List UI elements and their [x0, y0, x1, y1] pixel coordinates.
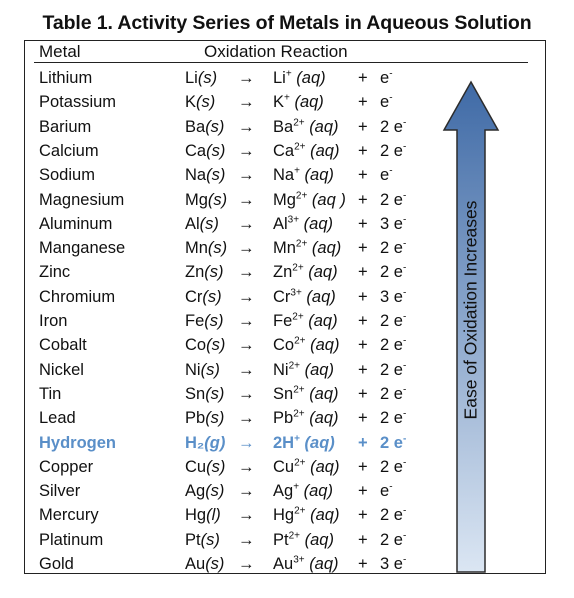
product-ion [273, 382, 339, 406]
electron-charge: - [402, 384, 407, 396]
reactant [185, 552, 224, 576]
plus-sign: + [358, 287, 368, 306]
reactant-symbol: Cr [185, 287, 203, 306]
electron-count: e [380, 482, 390, 501]
reactant-symbol: Ca [185, 141, 207, 160]
ion-charge: 3+ [287, 214, 300, 226]
electron-count: 2 e [380, 360, 403, 379]
table-row [0, 431, 440, 455]
metal-name: Aluminum [39, 214, 113, 233]
plus-sign: + [358, 555, 368, 573]
metal-name: Silver [39, 482, 81, 501]
electron-count: 3 e [380, 214, 403, 233]
reactant [185, 382, 224, 406]
ion-state: (aq) [296, 69, 326, 87]
reactant-symbol: Sn [185, 384, 206, 403]
ion-charge: 2+ [292, 311, 304, 323]
electrons [380, 358, 406, 382]
electron-count: 2 e [380, 384, 403, 403]
electron-charge: - [402, 190, 407, 201]
ion-symbol: Zn [273, 263, 293, 282]
plus-sign: + [358, 239, 368, 258]
ion-charge: 2+ [293, 117, 305, 129]
reactant-symbol: Na [185, 166, 207, 185]
reactant-state: (s) [206, 457, 226, 476]
electron-count: 2 e [380, 409, 403, 428]
electron-count: 2 e [380, 530, 403, 549]
ion-state: (aq) [310, 457, 340, 476]
reactant-symbol: Ni [185, 360, 201, 379]
product-ion [273, 333, 339, 357]
ion-state: (aq) [309, 384, 339, 403]
table-row [0, 309, 440, 333]
ion-charge: + [293, 481, 300, 493]
table-row [0, 90, 440, 114]
ion-state: (aq) [310, 506, 340, 525]
metal-name: Nickel [39, 360, 84, 379]
product-ion [273, 90, 324, 114]
reactant-state: (g) [204, 433, 226, 452]
product-ion [273, 188, 346, 212]
ion-symbol: Fe [273, 312, 293, 330]
table-row [0, 260, 440, 284]
electrons [380, 212, 406, 236]
ion-symbol: K [273, 93, 285, 112]
ion-symbol: Ca [273, 141, 295, 160]
reactant-state: (s) [205, 555, 225, 573]
electrons [380, 503, 406, 527]
reactant-state: (s) [205, 117, 225, 136]
reactant [185, 479, 224, 503]
table-row [0, 188, 440, 212]
header-oxidation-reaction: Oxidation Reaction [204, 42, 348, 61]
table-row [0, 358, 440, 382]
electron-charge: - [402, 433, 407, 444]
reaction-arrow: → [238, 287, 255, 306]
ion-charge: 2+ [294, 141, 306, 153]
ion-state: (aq) [303, 214, 334, 233]
product-ion [273, 260, 338, 284]
product-ion [273, 285, 336, 309]
ion-state: (aq) [308, 312, 338, 330]
reactant [185, 528, 220, 552]
reactant [185, 236, 227, 260]
reactant-symbol: K [185, 93, 197, 112]
reactant [185, 431, 225, 455]
product-ion [273, 212, 333, 236]
ion-charge: 2+ [293, 408, 305, 420]
electrons [380, 455, 406, 479]
product-ion [273, 163, 334, 187]
plus-sign: + [358, 506, 368, 525]
metal-name: Lead [39, 409, 76, 428]
electron-count: 2 e [380, 117, 403, 136]
reaction-arrow: → [238, 555, 255, 573]
ion-charge: + [294, 165, 300, 177]
reactant [185, 260, 224, 284]
product-ion [273, 236, 341, 260]
reactant-state: (s) [200, 360, 220, 379]
table-row [0, 333, 440, 357]
electron-charge: - [402, 360, 407, 372]
reactant-symbol: Au [185, 555, 206, 573]
ion-symbol: Co [273, 336, 295, 355]
ion-charge: 2+ [288, 530, 300, 542]
electron-charge: - [402, 505, 407, 517]
ion-symbol: Sn [273, 384, 294, 403]
plus-sign: + [358, 336, 368, 355]
product-ion [273, 503, 339, 527]
reactant [185, 358, 220, 382]
plus-sign: + [358, 530, 368, 549]
reactant-symbol: Pt [185, 530, 201, 549]
metal-name: Lithium [39, 69, 93, 87]
reaction-arrow: → [238, 263, 255, 282]
electron-count: 2 e [380, 457, 403, 476]
reaction-arrow: → [238, 530, 255, 549]
reactant-state: (s) [207, 190, 228, 209]
ion-state: (aq) [294, 93, 324, 112]
plus-sign: + [358, 457, 368, 476]
reaction-arrow: → [238, 482, 255, 501]
metal-name: Tin [39, 384, 62, 403]
reactant-symbol: H₂ [185, 433, 205, 452]
reaction-arrow: → [238, 336, 255, 355]
electrons [380, 309, 406, 333]
reactant-symbol: Co [185, 336, 207, 355]
electron-count: 3 e [380, 555, 403, 573]
table-row [0, 285, 440, 309]
reactant [185, 503, 221, 527]
table-row [0, 236, 440, 260]
reactant-state: (l) [206, 506, 221, 525]
reactant [185, 66, 217, 90]
electron-count: e [380, 93, 390, 112]
table-row [0, 115, 440, 139]
table-row [0, 503, 440, 527]
plus-sign: + [358, 117, 368, 136]
electron-count: 3 e [380, 287, 403, 306]
plus-sign: + [358, 166, 368, 185]
metal-name: Platinum [39, 530, 104, 549]
plus-sign: + [358, 93, 368, 112]
ion-state: (aq) [303, 482, 333, 501]
reactant [185, 139, 225, 163]
electrons [380, 115, 406, 139]
ion-state: (aq) [304, 530, 334, 549]
ion-charge: 2+ [294, 457, 306, 469]
electrons [380, 139, 406, 163]
electron-charge: - [402, 214, 407, 226]
electrons [380, 382, 406, 406]
reactant-state: (s) [205, 409, 225, 428]
reaction-arrow: → [238, 141, 255, 160]
electron-charge: - [402, 262, 407, 274]
metal-name: Copper [39, 457, 94, 476]
electron-charge: - [389, 92, 393, 104]
metal-name: Calcium [39, 141, 99, 160]
electron-charge: - [402, 238, 407, 250]
electrons [380, 406, 406, 430]
product-ion [273, 431, 335, 455]
ion-charge: 3+ [290, 287, 302, 299]
plus-sign: + [358, 360, 368, 379]
plus-sign: + [358, 69, 368, 87]
plus-sign: + [358, 312, 368, 330]
reaction-arrow: → [238, 214, 255, 233]
reaction-arrow: → [238, 69, 255, 87]
electrons [380, 163, 393, 187]
reactant-state: (s) [196, 93, 216, 112]
reactant [185, 455, 225, 479]
metal-name: Sodium [39, 166, 95, 185]
electron-count: 2 e [380, 506, 403, 525]
product-ion [273, 455, 339, 479]
header-underline [34, 62, 528, 63]
reactant-state: (s) [206, 141, 226, 160]
electron-charge: - [402, 117, 407, 129]
plus-sign: + [358, 214, 368, 233]
plus-sign: + [358, 141, 368, 160]
reactant-state: (s) [202, 287, 222, 306]
ion-symbol: Mn [273, 239, 296, 258]
plus-sign: + [358, 409, 368, 428]
ion-symbol: Au [273, 555, 294, 573]
header-metal: Metal [39, 42, 81, 61]
product-ion [273, 358, 334, 382]
metal-name: Manganese [39, 239, 126, 258]
ion-symbol: Ag [273, 482, 294, 501]
metal-name: Chromium [39, 287, 116, 306]
electrons [380, 431, 406, 455]
electron-charge: - [402, 530, 407, 542]
table-row [0, 163, 440, 187]
ion-charge: + [285, 68, 292, 80]
table-title: Table 1. Activity Series of Metals in Aqueous Solution [42, 12, 532, 34]
reactant-symbol: Fe [185, 312, 205, 330]
ion-symbol: Hg [273, 506, 295, 525]
table-row [0, 139, 440, 163]
reaction-arrow: → [238, 506, 255, 525]
ion-charge: + [284, 92, 290, 104]
electrons [380, 285, 406, 309]
ion-state: (aq) [304, 166, 334, 185]
electron-count: 2 e [380, 433, 403, 452]
table-row [0, 455, 440, 479]
reactant [185, 115, 224, 139]
reaction-arrow: → [238, 360, 255, 379]
electron-charge: - [389, 481, 393, 493]
arrow-label: Ease of Oxidation Increases [460, 200, 481, 420]
electron-charge: - [389, 68, 393, 80]
reactant-symbol: Mn [185, 239, 208, 258]
reaction-arrow: → [238, 384, 255, 403]
ion-state: (aq ) [311, 190, 346, 209]
ion-symbol: Na [273, 166, 295, 185]
table-row [0, 406, 440, 430]
reaction-arrow: → [238, 93, 255, 112]
product-ion [273, 115, 339, 139]
ion-state: (aq) [304, 433, 335, 452]
product-ion [273, 479, 333, 503]
table-row [0, 528, 440, 552]
ion-charge: 2+ [288, 360, 300, 372]
ion-state: (aq) [309, 409, 339, 428]
reactant-state: (s) [206, 336, 226, 355]
product-ion [273, 406, 339, 430]
plus-sign: + [358, 482, 368, 501]
ion-symbol: Cr [273, 287, 291, 306]
electron-charge: - [402, 335, 407, 347]
electron-charge: - [389, 165, 393, 177]
electron-charge: - [402, 141, 407, 153]
electrons [380, 333, 406, 357]
reactant-state: (s) [197, 69, 218, 87]
reactant [185, 285, 222, 309]
reactant [185, 212, 219, 236]
electrons [380, 66, 393, 90]
reactant-symbol: Mg [185, 190, 208, 209]
ion-charge: 3+ [293, 554, 305, 566]
reactant-symbol: Ag [185, 482, 206, 501]
table-row [0, 382, 440, 406]
electron-count: 2 e [380, 190, 403, 209]
metal-name: Barium [39, 117, 92, 136]
electrons [380, 260, 406, 284]
reactant-state: (s) [204, 312, 224, 330]
plus-sign: + [358, 433, 368, 452]
ion-symbol: Mg [273, 190, 296, 209]
electron-charge: - [402, 311, 407, 323]
reactant [185, 188, 227, 212]
reactant-symbol: Li [185, 69, 198, 87]
reaction-arrow: → [238, 166, 255, 185]
ion-charge: 2+ [295, 238, 308, 250]
electron-count: 2 e [380, 141, 403, 160]
ion-symbol: Cu [273, 457, 295, 476]
ion-charge: 2+ [294, 335, 306, 347]
ion-charge: 2+ [292, 262, 304, 274]
ion-symbol: Ni [273, 360, 289, 379]
reactant-symbol: Hg [185, 506, 207, 525]
ion-symbol: Li [273, 69, 286, 87]
reactant-symbol: Pb [185, 409, 206, 428]
metal-name: Hydrogen [39, 433, 117, 452]
reactant-state: (s) [199, 214, 219, 233]
table-row [0, 212, 440, 236]
metal-name: Potassium [39, 93, 117, 112]
reactant-state: (s) [205, 482, 225, 501]
electron-count: 2 e [380, 263, 403, 282]
reaction-arrow: → [238, 409, 255, 428]
metal-name: Iron [39, 312, 68, 330]
ion-state: (aq) [310, 336, 340, 355]
metal-name: Cobalt [39, 336, 87, 355]
ion-charge: 2+ [295, 190, 308, 201]
electron-count: e [380, 166, 390, 185]
reactant [185, 333, 225, 357]
plus-sign: + [358, 384, 368, 403]
metal-name: Mercury [39, 506, 99, 525]
electrons [380, 90, 393, 114]
reaction-arrow: → [238, 117, 255, 136]
reactant [185, 90, 215, 114]
table-row [0, 552, 440, 576]
ion-state: (aq) [308, 263, 338, 282]
reaction-arrow: → [238, 190, 255, 209]
ion-state: (aq) [311, 239, 342, 258]
electrons [380, 552, 406, 576]
table-row [0, 66, 440, 90]
electron-charge: - [402, 554, 407, 566]
reactant-state: (s) [207, 239, 228, 258]
reactant-state: (s) [205, 384, 225, 403]
reactant-symbol: Ba [185, 117, 206, 136]
electron-count: 2 e [380, 239, 403, 258]
ion-charge: + [294, 433, 300, 444]
electrons [380, 236, 406, 260]
reactant [185, 406, 224, 430]
ion-state: (aq) [310, 141, 340, 160]
electron-count: 2 e [380, 312, 403, 330]
plus-sign: + [358, 263, 368, 282]
reaction-arrow: → [238, 312, 255, 330]
product-ion [273, 552, 339, 576]
ion-state: (aq) [309, 117, 339, 136]
product-ion [273, 66, 326, 90]
electron-count: 2 e [380, 336, 403, 355]
electron-charge: - [402, 457, 407, 469]
reactant [185, 309, 224, 333]
ion-state: (aq) [306, 287, 336, 306]
electron-charge: - [402, 408, 407, 420]
ion-symbol: Pb [273, 409, 294, 428]
ion-charge: 2+ [294, 505, 306, 517]
electrons [380, 528, 406, 552]
ion-symbol: 2H [273, 433, 295, 452]
product-ion [273, 528, 334, 552]
reactant-state: (s) [204, 263, 224, 282]
reaction-arrow: → [238, 433, 255, 452]
ion-charge: 2+ [293, 384, 305, 396]
electron-count: e [380, 69, 390, 87]
reactant-state: (s) [206, 166, 226, 185]
reaction-arrow: → [238, 239, 255, 258]
reaction-arrow: → [238, 457, 255, 476]
electrons [380, 188, 406, 212]
ion-symbol: Pt [273, 530, 289, 549]
plus-sign: + [358, 190, 368, 209]
ion-symbol: Al [273, 214, 288, 233]
ion-state: (aq) [309, 555, 339, 573]
reactant-symbol: Zn [185, 263, 205, 282]
reactant [185, 163, 225, 187]
reactant-state: (s) [200, 530, 220, 549]
product-ion [273, 309, 338, 333]
metal-name: Zinc [39, 263, 71, 282]
ion-state: (aq) [304, 360, 334, 379]
electrons [380, 479, 393, 503]
electron-charge: - [402, 287, 407, 299]
reactant-symbol: Al [185, 214, 200, 233]
product-ion [273, 139, 339, 163]
reactant-symbol: Cu [185, 457, 207, 476]
metal-name: Gold [39, 555, 74, 573]
metal-name: Magnesium [39, 190, 125, 209]
table-row [0, 479, 440, 503]
ion-symbol: Ba [273, 117, 294, 136]
